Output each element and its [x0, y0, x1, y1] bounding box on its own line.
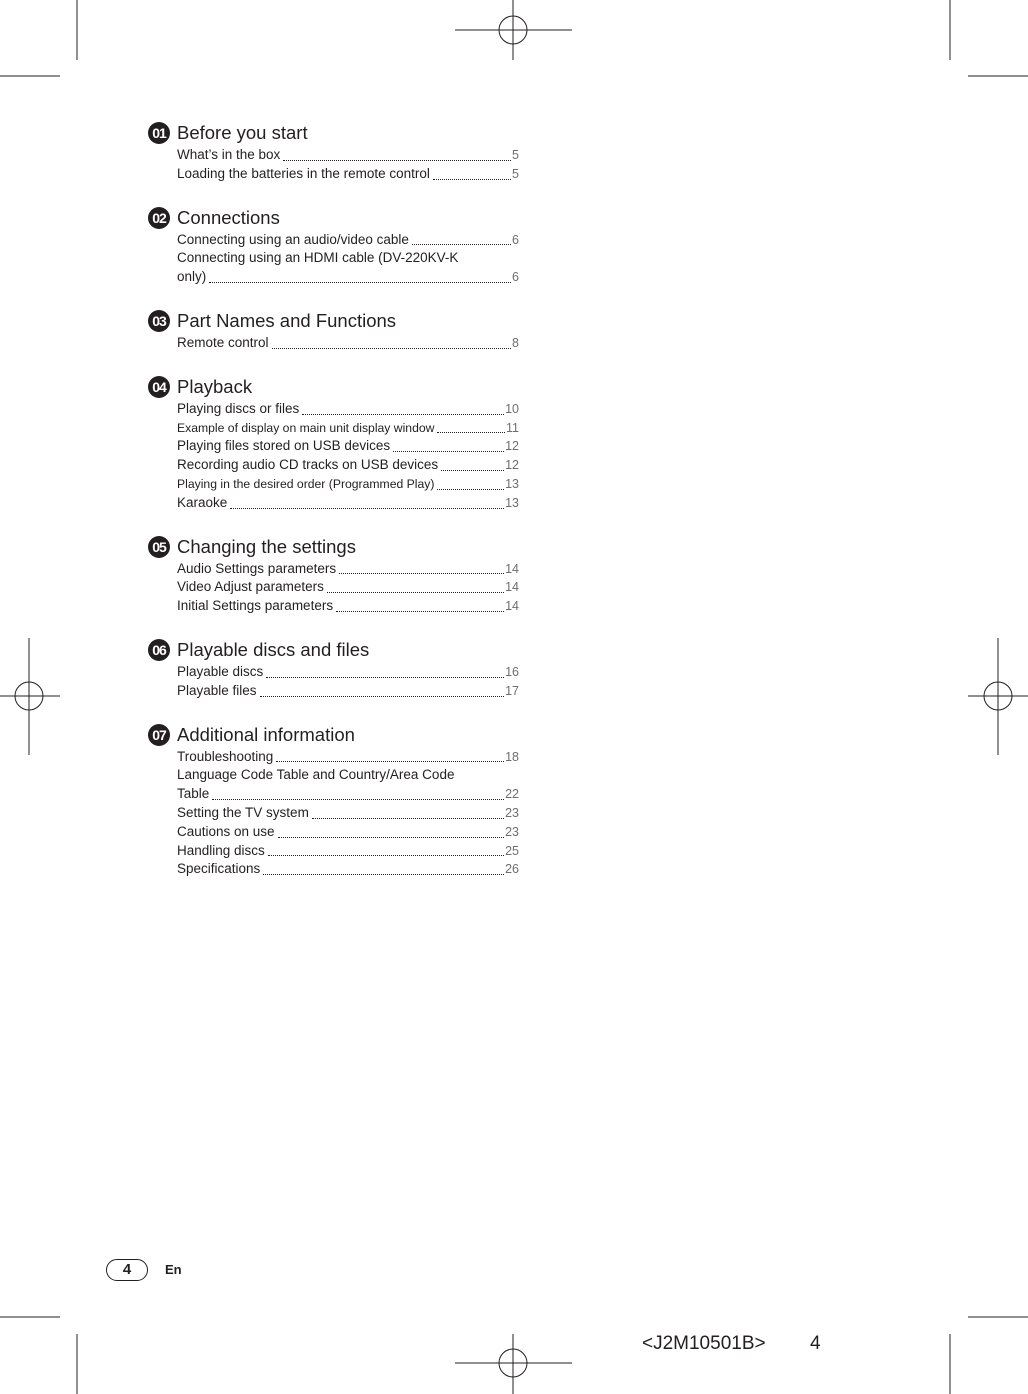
section-title[interactable]: Before you start — [177, 122, 308, 143]
print-page-number: 4 — [810, 1333, 821, 1354]
toc-entry[interactable] — [177, 860, 519, 879]
entry-page: 6 — [512, 232, 519, 247]
dot-leader — [437, 487, 504, 490]
toc-entry[interactable] — [177, 804, 519, 823]
dot-leader — [268, 853, 504, 856]
entry-label: Connecting using an HDMI cable (DV-220KV-K — [177, 250, 459, 266]
toc-entry[interactable] — [177, 146, 519, 165]
dot-leader — [272, 346, 512, 349]
toc-entry[interactable] — [177, 475, 519, 494]
entry-page: 23 — [505, 805, 519, 820]
entry-page: 17 — [505, 683, 519, 698]
toc-entry[interactable] — [177, 663, 519, 682]
toc-section — [147, 205, 523, 287]
entry-label: Playable discs — [177, 663, 264, 679]
entry-label: Playing files stored on USB devices — [177, 438, 391, 454]
dot-leader — [302, 412, 504, 415]
entry-label: Playing discs or files — [177, 400, 300, 416]
document-code: <J2M10501B> — [642, 1333, 766, 1354]
entry-label: Troubleshooting — [177, 748, 274, 764]
toc-entry[interactable] — [177, 748, 519, 767]
dot-leader — [276, 759, 504, 762]
entry-page: 12 — [505, 458, 519, 473]
section-title[interactable]: Playback — [177, 375, 253, 397]
entry-page: 18 — [505, 749, 519, 764]
dot-leader — [336, 609, 504, 612]
dot-leader — [412, 242, 511, 245]
dot-leader — [283, 158, 511, 161]
entry-label: Cautions on use — [177, 823, 275, 839]
dot-leader — [437, 430, 505, 433]
entry-label: Specifications — [177, 861, 261, 877]
toc-entry[interactable] — [177, 578, 519, 597]
section-title[interactable]: Connections — [177, 206, 280, 228]
toc-section — [147, 534, 523, 616]
section-number-badge: 06 — [148, 639, 170, 661]
toc-section — [147, 722, 523, 880]
dot-leader — [312, 816, 504, 819]
section-title[interactable]: Additional information — [177, 723, 355, 745]
toc-entry[interactable] — [177, 437, 519, 456]
dot-leader — [266, 675, 504, 678]
section-title[interactable]: Part Names and Functions — [177, 309, 397, 331]
dot-leader — [260, 694, 505, 697]
entry-page: 5 — [512, 148, 519, 162]
entry-page: 26 — [505, 862, 519, 877]
toc-entry[interactable] — [177, 823, 519, 842]
table-of-contents — [147, 120, 523, 900]
section-number-badge: 04 — [148, 376, 170, 398]
section-title[interactable]: Playable discs and files — [177, 638, 370, 660]
entry-label: Language Code Table and Country/Area Code — [177, 767, 455, 783]
entry-label: Remote control — [177, 334, 269, 350]
entry-label: Connecting using an audio/video cable — [177, 231, 409, 247]
entry-page: 14 — [505, 580, 519, 595]
entry-label: Video Adjust parameters — [177, 579, 324, 595]
entry-page: 13 — [505, 495, 519, 510]
dot-leader — [441, 468, 504, 471]
entry-page: 5 — [512, 166, 519, 181]
section-number-badge: 05 — [148, 536, 170, 558]
dot-leader — [327, 590, 504, 593]
entry-page: 10 — [505, 401, 519, 416]
page-number-badge: 4 — [106, 1259, 148, 1281]
entry-page: 22 — [505, 787, 519, 802]
entry-page: 11 — [506, 420, 519, 435]
dot-leader — [263, 872, 504, 875]
section-title[interactable]: Changing the settings — [177, 535, 356, 557]
entry-label: Setting the TV system — [177, 804, 309, 820]
section-number-badge: 02 — [148, 207, 170, 229]
toc-entry[interactable] — [177, 456, 519, 475]
entry-label: Karaoke — [177, 494, 228, 510]
entry-page: 23 — [505, 824, 519, 839]
dot-leader — [339, 571, 504, 574]
toc-entry[interactable] — [177, 249, 519, 287]
entry-label-continued: only) — [177, 269, 207, 285]
toc-entry[interactable] — [177, 334, 519, 353]
language-label: En — [165, 1262, 182, 1277]
dot-leader — [212, 797, 504, 800]
entry-label: Handling discs — [177, 842, 265, 858]
toc-entry[interactable] — [177, 400, 519, 419]
entry-page: 16 — [505, 664, 519, 679]
entry-page: 25 — [505, 843, 519, 858]
toc-entry[interactable] — [177, 766, 519, 804]
toc-section — [147, 374, 523, 513]
section-number-badge: 07 — [148, 724, 170, 746]
dot-leader — [278, 835, 505, 838]
toc-section — [147, 637, 523, 701]
section-number-badge: 03 — [148, 310, 170, 332]
entry-page: 14 — [505, 561, 519, 576]
toc-entry[interactable] — [177, 842, 519, 861]
toc-entry[interactable] — [177, 560, 519, 579]
toc-entry[interactable] — [177, 597, 519, 616]
toc-entry[interactable] — [177, 165, 519, 184]
toc-entry[interactable] — [177, 682, 519, 701]
toc-entry[interactable] — [177, 494, 519, 513]
entry-page: 14 — [505, 599, 519, 614]
entry-label: What’s in the box — [177, 147, 281, 162]
dot-leader — [209, 280, 511, 283]
entry-label: Example of display on main unit display window — [177, 420, 435, 435]
entry-page: 6 — [512, 270, 519, 285]
dot-leader — [230, 506, 504, 509]
toc-section — [147, 308, 523, 353]
entry-label: Audio Settings parameters — [177, 560, 337, 576]
entry-label: Recording audio CD tracks on USB devices — [177, 457, 439, 473]
toc-section — [147, 120, 523, 184]
toc-entry[interactable] — [177, 419, 519, 438]
dot-leader — [393, 449, 504, 452]
entry-label: Playable files — [177, 682, 257, 698]
toc-entry[interactable] — [177, 231, 519, 250]
entry-label: Playing in the desired order (Programmed Play) — [177, 476, 435, 491]
section-number-badge: 01 — [148, 122, 170, 144]
entry-page: 12 — [505, 439, 519, 454]
entry-label: Initial Settings parameters — [177, 598, 334, 614]
entry-page: 8 — [512, 335, 519, 350]
entry-label: Loading the batteries in the remote control — [177, 165, 430, 181]
dot-leader — [433, 177, 511, 180]
entry-page: 13 — [505, 476, 519, 491]
entry-label-continued: Table — [177, 786, 210, 802]
